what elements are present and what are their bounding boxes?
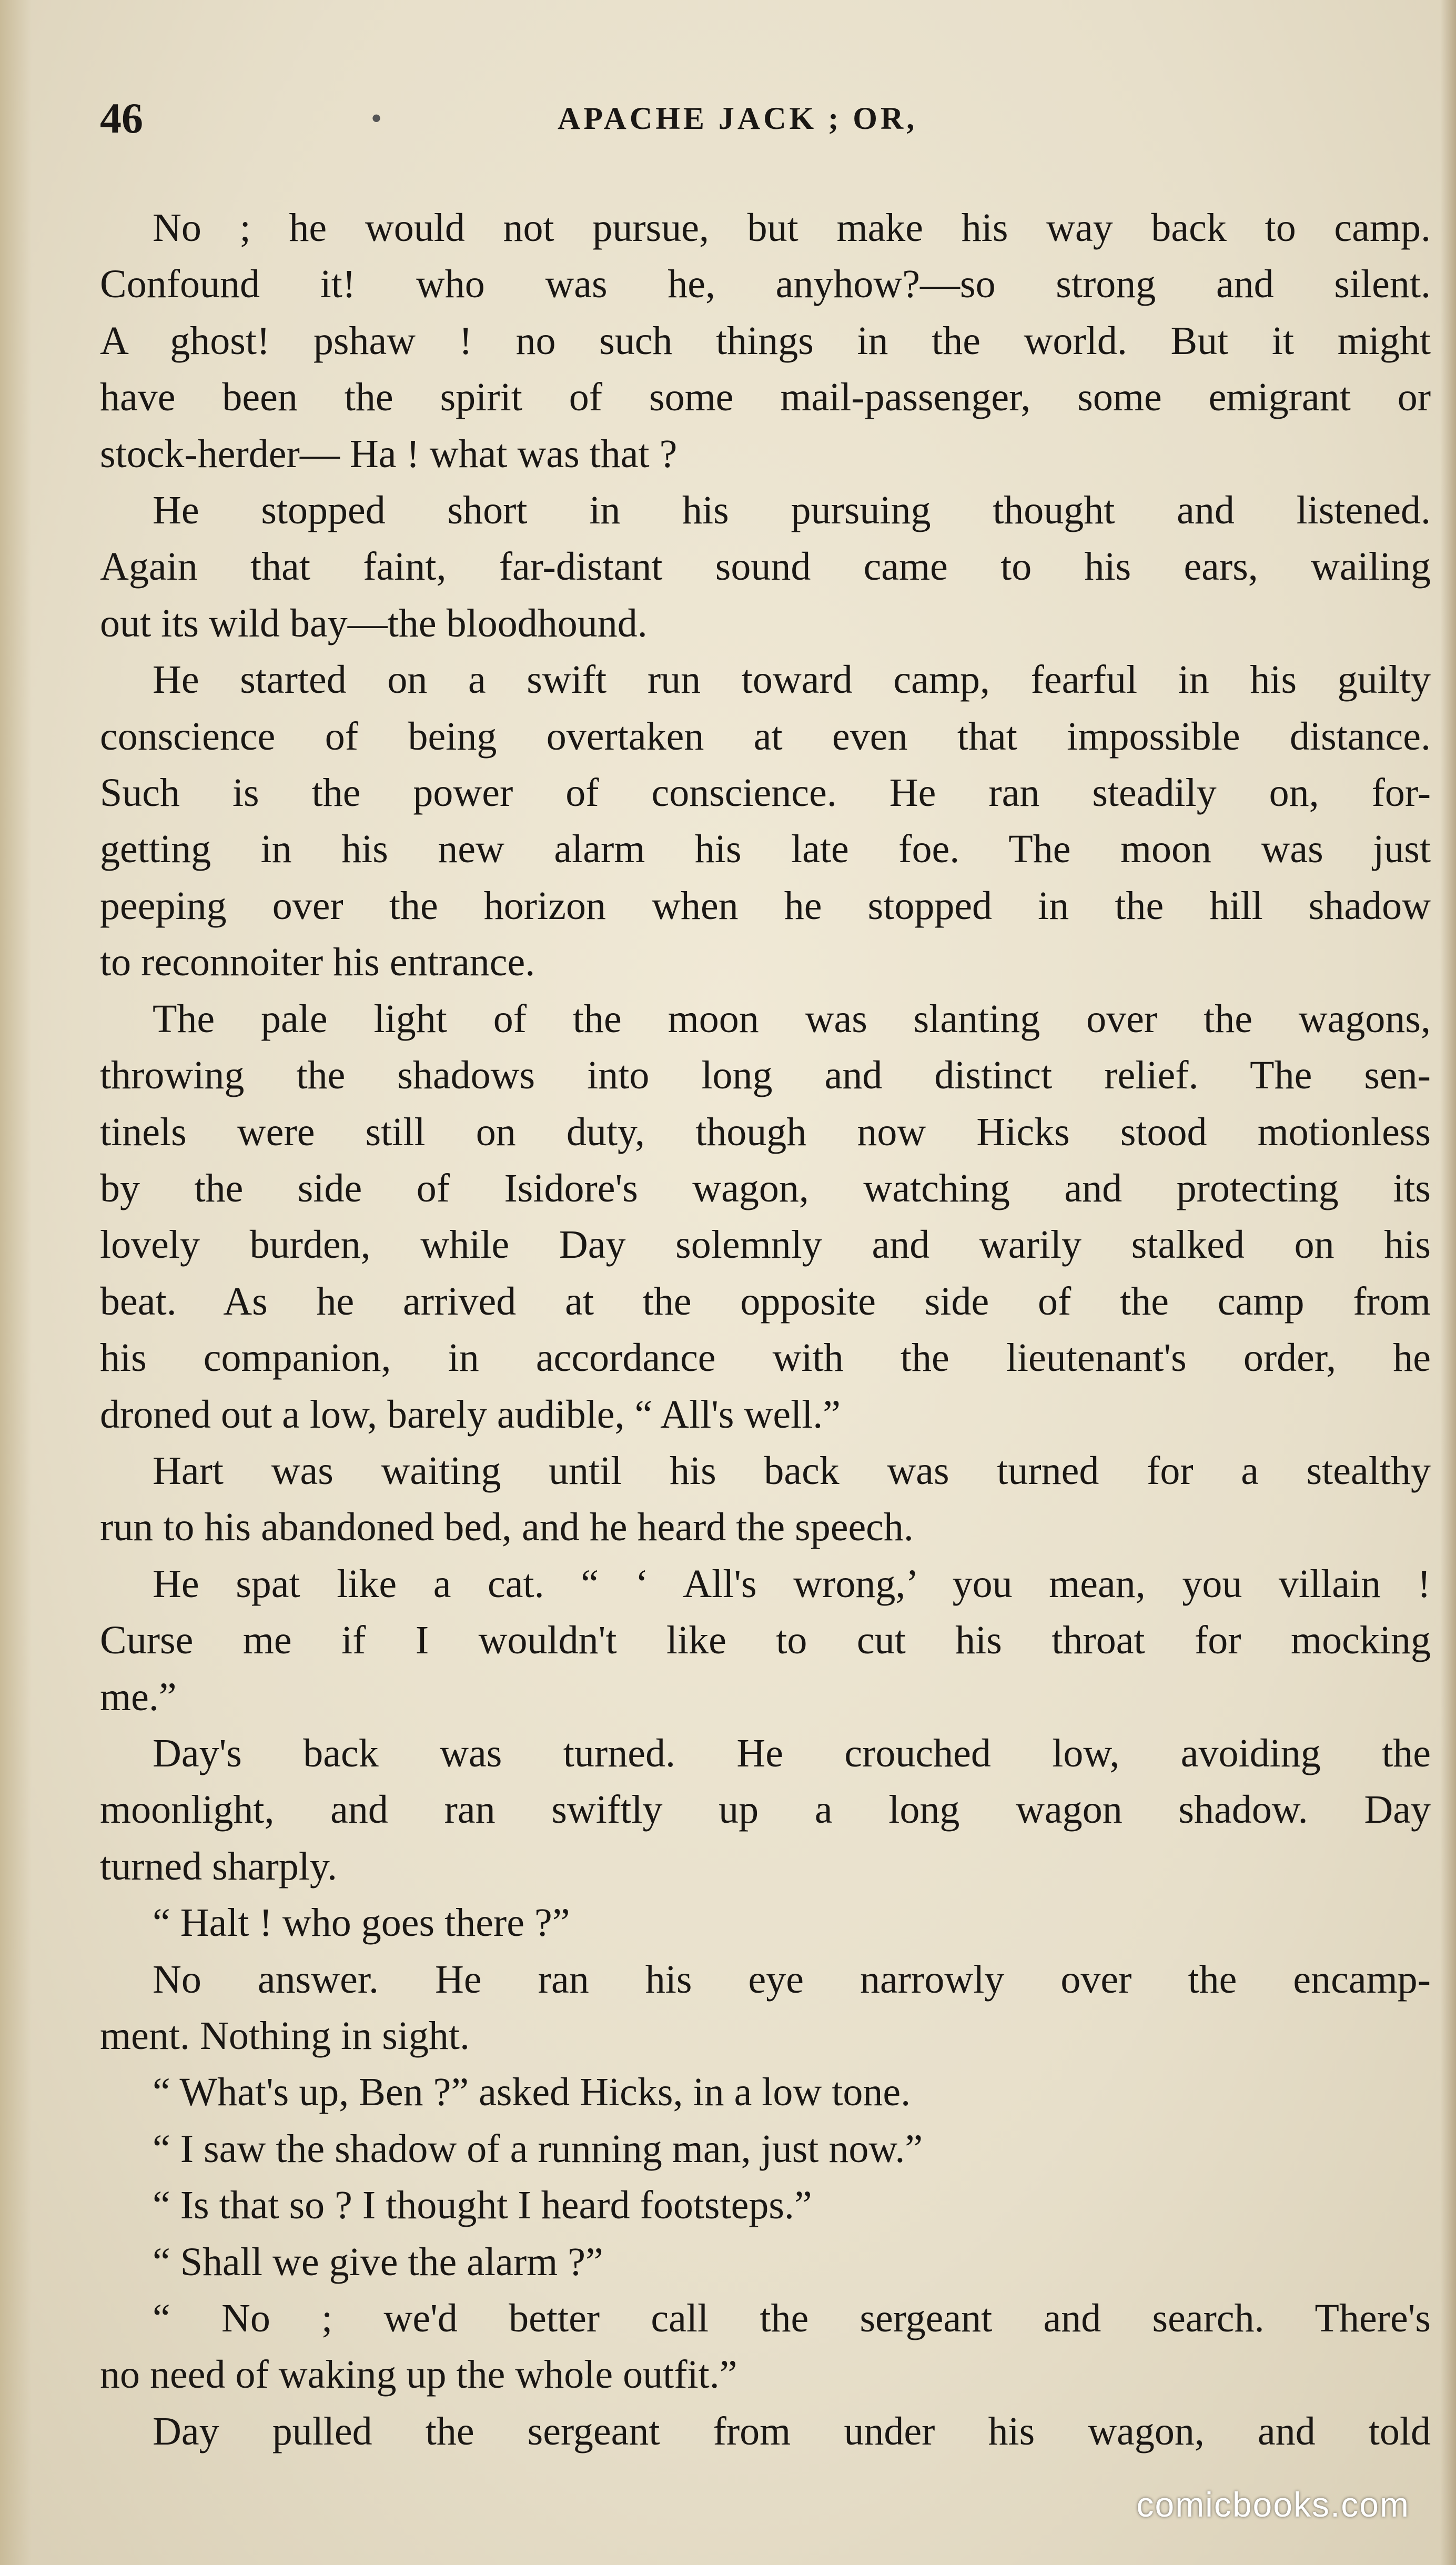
text-line: “ I saw the shadow of a running man, just now.” xyxy=(153,2126,923,2171)
page-number: 46 xyxy=(100,94,143,142)
text-line: “ Shall we give the alarm ?” xyxy=(153,2239,603,2284)
text-line: no need of waking up the whole outfit.” xyxy=(100,2352,737,2397)
text-line: Day pulled the sergeant from under his wagon, and told xyxy=(153,2409,1431,2453)
text-line: He spat like a cat. “ ‘ All's wrong,’ you mean, you villain ! xyxy=(153,1561,1431,1606)
text-line: to reconnoiter his entrance. xyxy=(100,940,535,985)
text-line: his companion, in accordance with the lieutenant's order, he xyxy=(100,1336,1431,1380)
text-line: out its wild bay—the bloodhound. xyxy=(100,601,648,645)
text-line: have been the spirit of some mail-passenger, some emigrant or xyxy=(100,375,1431,420)
text-line: stock-herder— Ha ! what was that ? xyxy=(100,431,678,476)
text-line: No ; he would not pursue, but make his way back to camp. xyxy=(153,206,1431,250)
text-line: beat. As he arrived at the opposite side of the camp from xyxy=(100,1279,1431,1324)
text-line: peeping over the horizon when he stopped in the hill shadow xyxy=(100,883,1431,928)
text-line: “ Is that so ? I thought I heard footsteps.” xyxy=(153,2183,812,2228)
body-text xyxy=(100,200,1431,2460)
text-line: Again that faint, far-distant sound came to his ears, wailing xyxy=(100,544,1431,589)
text-line: me.” xyxy=(100,1674,177,1719)
text-line: droned out a low, barely audible, “ All's well.” xyxy=(100,1392,841,1437)
text-line: by the side of Isidore's wagon, watching and protecting its xyxy=(100,1166,1431,1210)
paragraphs xyxy=(100,200,1431,2460)
text-line: tinels were still on duty, though now Hicks stood motionless xyxy=(100,1109,1431,1154)
watermark: comicbooks.com xyxy=(1136,2485,1410,2524)
text-line: Day's back was turned. He crouched low, avoiding the xyxy=(153,1731,1431,1775)
text-line: “ Halt ! who goes there ?” xyxy=(153,1901,570,1945)
text-line: lovely burden, while Day solemnly and warily stalked on his xyxy=(100,1223,1431,1267)
running-head-dot: • xyxy=(371,101,382,136)
text-line: He started on a swift run toward camp, fearful in his guilty xyxy=(153,658,1431,702)
text-line: ment. Nothing in sight. xyxy=(100,2014,470,2058)
running-head-title: APACHE JACK ; OR, xyxy=(558,101,918,136)
text-line: Confound it! who was he, anyhow?—so strong and silent. xyxy=(100,262,1431,307)
page-left-edge-shadow xyxy=(0,0,32,2565)
text-line: A ghost! pshaw ! no such things in the world. But it might xyxy=(100,318,1431,363)
text-line: No answer. He ran his eye narrowly over the encamp- xyxy=(153,1957,1431,2002)
text-line: run to his abandoned bed, and he heard the speech. xyxy=(100,1505,914,1550)
text-line: moonlight, and ran swiftly up a long wagon shadow. Day xyxy=(100,1788,1431,1832)
text-line: throwing the shadows into long and distinct relief. The sen- xyxy=(100,1053,1431,1098)
text-line: conscience of being overtaken at even that impossible distance. xyxy=(100,714,1431,759)
page-right-edge-shadow xyxy=(1440,0,1456,2565)
text-line: “ What's up, Ben ?” asked Hicks, in a low tone. xyxy=(153,2070,911,2115)
text-line: “ No ; we'd better call the sergeant and search. There's xyxy=(153,2296,1431,2341)
text-line: turned sharply. xyxy=(100,1844,337,1889)
text-line: He stopped short in his pursuing thought and listened. xyxy=(153,488,1431,533)
running-head xyxy=(0,89,1456,147)
text-line: Hart was waiting until his back was turned for a stealthy xyxy=(153,1448,1431,1493)
text-line: getting in his new alarm his late foe. The moon was just xyxy=(100,827,1431,872)
text-line: The pale light of the moon was slanting over the wagons, xyxy=(153,996,1431,1041)
text-line: Curse me if I wouldn't like to cut his throat for mocking xyxy=(100,1618,1431,1663)
text-line: Such is the power of conscience. He ran steadily on, for- xyxy=(100,771,1431,815)
